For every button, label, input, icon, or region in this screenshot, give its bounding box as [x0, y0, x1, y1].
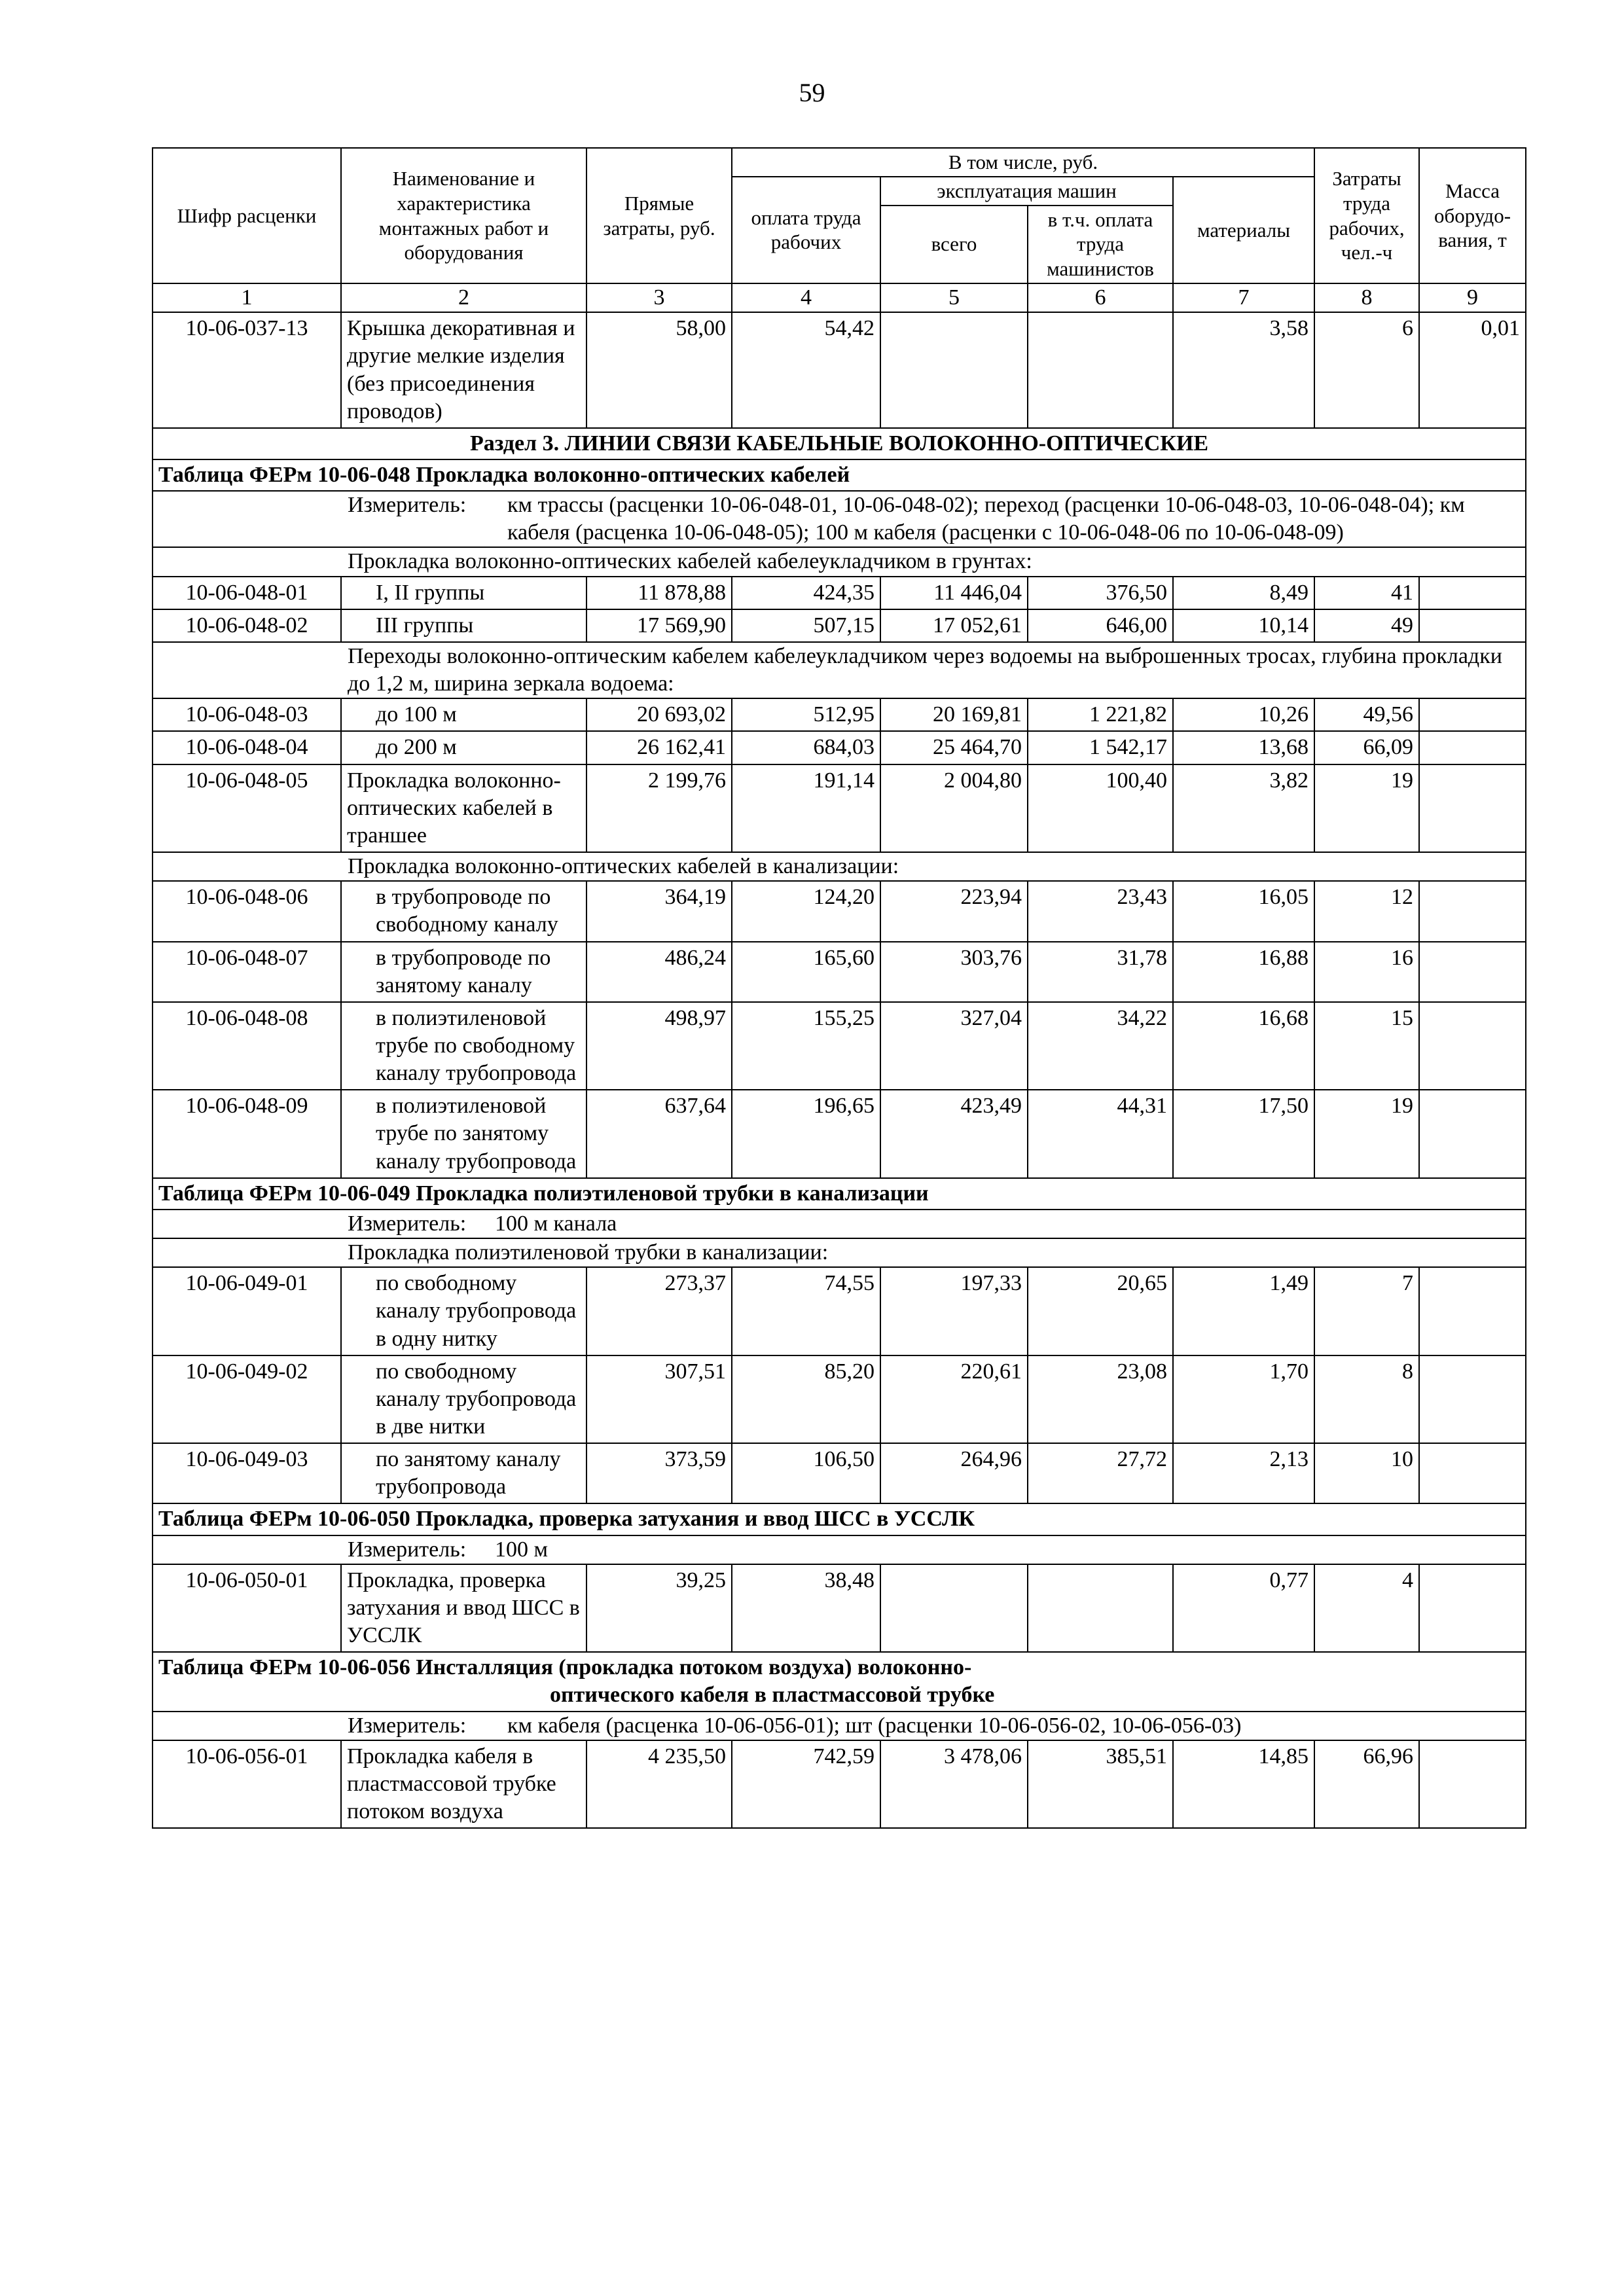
measure-label: Измеритель:	[348, 1211, 467, 1236]
direct-costs: 273,37	[586, 1267, 732, 1355]
table-row	[153, 1002, 1526, 1090]
machines-operators: 20,65	[1028, 1267, 1173, 1355]
group-note: Прокладка волоконно-оптических кабелей в канализации:	[153, 852, 1526, 881]
materials: 3,58	[1173, 312, 1314, 428]
equipment-mass	[1419, 1267, 1526, 1355]
materials: 1,70	[1173, 1355, 1314, 1443]
equipment-mass	[1419, 1564, 1526, 1652]
rate-code: 10-06-048-07	[153, 942, 341, 1002]
column-number: 3	[586, 283, 732, 312]
header-code: Шифр расценки	[153, 148, 341, 283]
table-title	[153, 1652, 1526, 1711]
equipment-mass	[1419, 577, 1526, 609]
column-number: 2	[341, 283, 586, 312]
labor-cost: 16	[1314, 942, 1419, 1002]
direct-costs: 373,59	[586, 1443, 732, 1503]
direct-costs: 11 878,88	[586, 577, 732, 609]
machines-total: 223,94	[880, 881, 1028, 941]
work-name: Прокладка, проверка затухания и ввод ШСС в УССЛК	[341, 1564, 586, 1652]
rate-code: 10-06-048-06	[153, 881, 341, 941]
labor-cost: 49,56	[1314, 698, 1419, 731]
measure-text: км трассы (расценки 10-06-048-01, 10-06-048-02); переход (расценки 10-06-048-03, 10-06-048-04); км кабеля (расценка 10-06-048-05); 100 м кабеля (расценки с 10-06-048-06 по 10-06-048-09)	[507, 493, 1465, 545]
header-direct-costs: Прямые затраты, руб.	[586, 148, 732, 283]
machines-total: 3 478,06	[880, 1740, 1028, 1828]
labor-pay: 424,35	[732, 577, 880, 609]
measure-unit	[153, 1210, 1526, 1238]
measure-label: Измеритель:	[348, 493, 467, 518]
machines-operators: 1 542,17	[1028, 731, 1173, 764]
equipment-mass	[1419, 1090, 1526, 1177]
rate-code: 10-06-048-01	[153, 577, 341, 609]
direct-costs: 58,00	[586, 312, 732, 428]
table-row	[153, 942, 1526, 1002]
rate-code: 10-06-048-08	[153, 1002, 341, 1090]
column-number: 8	[1314, 283, 1419, 312]
group-note: Прокладка волоконно-оптических кабелей кабелеукладчиком в грунтах:	[153, 547, 1526, 576]
materials: 14,85	[1173, 1740, 1314, 1828]
equipment-mass	[1419, 1355, 1526, 1443]
materials: 16,88	[1173, 942, 1314, 1002]
direct-costs: 20 693,02	[586, 698, 732, 731]
group-note: Переходы волоконно-оптическим кабелем кабелеукладчиком через водоемы на выброшенных тросах, глубина прокладки до 1,2 м, ширина зеркала водоема:	[153, 642, 1526, 698]
machines-total: 264,96	[880, 1443, 1028, 1503]
rate-code: 10-06-048-04	[153, 731, 341, 764]
equipment-mass	[1419, 609, 1526, 642]
work-name: I, II группы	[341, 577, 586, 609]
work-name: до 100 м	[341, 698, 586, 731]
table-row	[153, 1090, 1526, 1177]
work-name: в трубопроводе по свободному каналу	[341, 881, 586, 941]
direct-costs: 2 199,76	[586, 764, 732, 852]
rate-code: 10-06-048-09	[153, 1090, 341, 1177]
header-machines-operators: в т.ч. оплата труда машинистов	[1028, 206, 1173, 283]
labor-cost: 10	[1314, 1443, 1419, 1503]
column-number: 4	[732, 283, 880, 312]
rate-code: 10-06-056-01	[153, 1740, 341, 1828]
labor-pay: 196,65	[732, 1090, 880, 1177]
machines-total: 11 446,04	[880, 577, 1028, 609]
labor-pay: 507,15	[732, 609, 880, 642]
labor-cost: 66,96	[1314, 1740, 1419, 1828]
machines-operators: 23,08	[1028, 1355, 1173, 1443]
labor-pay: 85,20	[732, 1355, 880, 1443]
labor-pay: 512,95	[732, 698, 880, 731]
direct-costs: 39,25	[586, 1564, 732, 1652]
header-labor-cost: Затраты труда рабочих, чел.-ч	[1314, 148, 1419, 283]
work-name: III группы	[341, 609, 586, 642]
header-labor-pay: оплата труда рабочих	[732, 177, 880, 283]
measure-label: Измеритель:	[348, 1713, 467, 1738]
page-number: 59	[799, 78, 825, 107]
materials: 13,68	[1173, 731, 1314, 764]
group-note: Прокладка полиэтиленовой трубки в канализации:	[153, 1238, 1526, 1267]
direct-costs: 307,51	[586, 1355, 732, 1443]
equipment-mass	[1419, 1740, 1526, 1828]
rate-code: 10-06-049-03	[153, 1443, 341, 1503]
rate-code: 10-06-050-01	[153, 1564, 341, 1652]
table-row	[153, 1267, 1526, 1355]
labor-pay: 124,20	[732, 881, 880, 941]
labor-cost: 6	[1314, 312, 1419, 428]
estimate-table	[152, 147, 1526, 1829]
equipment-mass	[1419, 764, 1526, 852]
materials: 10,14	[1173, 609, 1314, 642]
direct-costs: 498,97	[586, 1002, 732, 1090]
machines-total: 17 052,61	[880, 609, 1028, 642]
work-name: до 200 м	[341, 731, 586, 764]
table-title: Таблица ФЕРм 10-06-050 Прокладка, проверка затухания и ввод ШСС в УССЛК	[153, 1503, 1526, 1535]
materials: 16,68	[1173, 1002, 1314, 1090]
equipment-mass	[1419, 942, 1526, 1002]
materials: 0,77	[1173, 1564, 1314, 1652]
measure-text: км кабеля (расценка 10-06-056-01); шт (расценки 10-06-056-02, 10-06-056-03)	[507, 1713, 1242, 1738]
machines-operators: 31,78	[1028, 942, 1173, 1002]
header-machines-total: всего	[880, 206, 1028, 283]
labor-cost: 15	[1314, 1002, 1419, 1090]
measure-unit	[153, 491, 1526, 547]
rate-code: 10-06-048-05	[153, 764, 341, 852]
table-row	[153, 312, 1526, 428]
equipment-mass: 0,01	[1419, 312, 1526, 428]
machines-operators	[1028, 1564, 1173, 1652]
machines-total: 220,61	[880, 1355, 1028, 1443]
machines-operators: 376,50	[1028, 577, 1173, 609]
column-number: 7	[1173, 283, 1314, 312]
labor-cost: 12	[1314, 881, 1419, 941]
labor-pay: 684,03	[732, 731, 880, 764]
materials: 8,49	[1173, 577, 1314, 609]
labor-cost: 7	[1314, 1267, 1419, 1355]
direct-costs: 4 235,50	[586, 1740, 732, 1828]
measure-unit	[153, 1712, 1526, 1740]
labor-cost: 19	[1314, 1090, 1419, 1177]
rate-code: 10-06-037-13	[153, 312, 341, 428]
table-row	[153, 1564, 1526, 1652]
header-name: Наименование и характеристика монтажных работ и оборудования	[341, 148, 586, 283]
labor-pay: 742,59	[732, 1740, 880, 1828]
table-row	[153, 1740, 1526, 1828]
table-row	[153, 577, 1526, 609]
table-row	[153, 609, 1526, 642]
header-including: В том числе, руб.	[732, 148, 1314, 177]
labor-cost: 4	[1314, 1564, 1419, 1652]
table-row	[153, 1443, 1526, 1503]
machines-operators: 385,51	[1028, 1740, 1173, 1828]
rate-code: 10-06-049-02	[153, 1355, 341, 1443]
direct-costs: 637,64	[586, 1090, 732, 1177]
table-title: Таблица ФЕРм 10-06-048 Прокладка волоконно-оптических кабелей	[153, 459, 1526, 491]
column-number: 5	[880, 283, 1028, 312]
direct-costs: 17 569,90	[586, 609, 732, 642]
work-name: по свободному каналу трубопровода в две нитки	[341, 1355, 586, 1443]
direct-costs: 486,24	[586, 942, 732, 1002]
machines-operators: 1 221,82	[1028, 698, 1173, 731]
machines-total: 327,04	[880, 1002, 1028, 1090]
measure-unit	[153, 1535, 1526, 1564]
machines-operators	[1028, 312, 1173, 428]
machines-total: 303,76	[880, 942, 1028, 1002]
equipment-mass	[1419, 881, 1526, 941]
labor-pay: 165,60	[732, 942, 880, 1002]
materials: 1,49	[1173, 1267, 1314, 1355]
machines-total: 423,49	[880, 1090, 1028, 1177]
direct-costs: 364,19	[586, 881, 732, 941]
table-title: Таблица ФЕРм 10-06-049 Прокладка полиэтиленовой трубки в канализации	[153, 1178, 1526, 1210]
work-name: Прокладка кабеля в пластмассовой трубке потоком воздуха	[341, 1740, 586, 1828]
column-number: 9	[1419, 283, 1526, 312]
work-name: Крышка декоративная и другие мелкие изделия (без присоединения проводов)	[341, 312, 586, 428]
labor-cost: 66,09	[1314, 731, 1419, 764]
labor-pay: 38,48	[732, 1564, 880, 1652]
machines-operators: 27,72	[1028, 1443, 1173, 1503]
work-name: по свободному каналу трубопровода в одну нитку	[341, 1267, 586, 1355]
work-name: Прокладка волоконно-оптических кабелей в траншее	[341, 764, 586, 852]
materials: 3,82	[1173, 764, 1314, 852]
header-mass: Масса оборудо-вания, т	[1419, 148, 1526, 283]
column-number: 1	[153, 283, 341, 312]
equipment-mass	[1419, 731, 1526, 764]
equipment-mass	[1419, 698, 1526, 731]
header-materials: материалы	[1173, 177, 1314, 283]
materials: 2,13	[1173, 1443, 1314, 1503]
machines-total: 197,33	[880, 1267, 1028, 1355]
machines-operators: 100,40	[1028, 764, 1173, 852]
equipment-mass	[1419, 1443, 1526, 1503]
labor-cost: 8	[1314, 1355, 1419, 1443]
work-name: по занятому каналу трубопровода	[341, 1443, 586, 1503]
machines-operators: 44,31	[1028, 1090, 1173, 1177]
labor-pay: 54,42	[732, 312, 880, 428]
work-name: в трубопроводе по занятому каналу	[341, 942, 586, 1002]
section-title: Раздел 3. ЛИНИИ СВЯЗИ КАБЕЛЬНЫЕ ВОЛОКОННО-ОПТИЧЕСКИЕ	[153, 428, 1526, 459]
labor-pay: 74,55	[732, 1267, 880, 1355]
measure-text: 100 м	[495, 1537, 549, 1562]
machines-operators: 23,43	[1028, 881, 1173, 941]
materials: 16,05	[1173, 881, 1314, 941]
rate-code: 10-06-048-03	[153, 698, 341, 731]
equipment-mass	[1419, 1002, 1526, 1090]
machines-operators: 34,22	[1028, 1002, 1173, 1090]
rate-code: 10-06-048-02	[153, 609, 341, 642]
work-name: в полиэтиленовой трубе по свободному каналу трубопровода	[341, 1002, 586, 1090]
labor-cost: 19	[1314, 764, 1419, 852]
labor-pay: 155,25	[732, 1002, 880, 1090]
labor-cost: 41	[1314, 577, 1419, 609]
materials: 10,26	[1173, 698, 1314, 731]
table-title-line2: оптического кабеля в пластмассовой трубке	[550, 1683, 995, 1708]
labor-pay: 191,14	[732, 764, 880, 852]
table-row	[153, 1355, 1526, 1443]
machines-total	[880, 1564, 1028, 1652]
table-row	[153, 731, 1526, 764]
labor-cost: 49	[1314, 609, 1419, 642]
machines-total	[880, 312, 1028, 428]
table-title-line1: Таблица ФЕРм 10-06-056 Инсталляция (прокладка потоком воздуха) волоконно-	[158, 1655, 972, 1680]
rate-code: 10-06-049-01	[153, 1267, 341, 1355]
direct-costs: 26 162,41	[586, 731, 732, 764]
labor-pay: 106,50	[732, 1443, 880, 1503]
machines-operators: 646,00	[1028, 609, 1173, 642]
table-row	[153, 698, 1526, 731]
header-machines: эксплуатация машин	[880, 177, 1173, 206]
table-row	[153, 881, 1526, 941]
work-name: в полиэтиленовой трубе по занятому каналу трубопровода	[341, 1090, 586, 1177]
column-number: 6	[1028, 283, 1173, 312]
machines-total: 2 004,80	[880, 764, 1028, 852]
measure-text: 100 м канала	[495, 1211, 617, 1236]
machines-total: 25 464,70	[880, 731, 1028, 764]
materials: 17,50	[1173, 1090, 1314, 1177]
machines-total: 20 169,81	[880, 698, 1028, 731]
measure-label: Измеритель:	[348, 1537, 467, 1562]
table-row	[153, 764, 1526, 852]
